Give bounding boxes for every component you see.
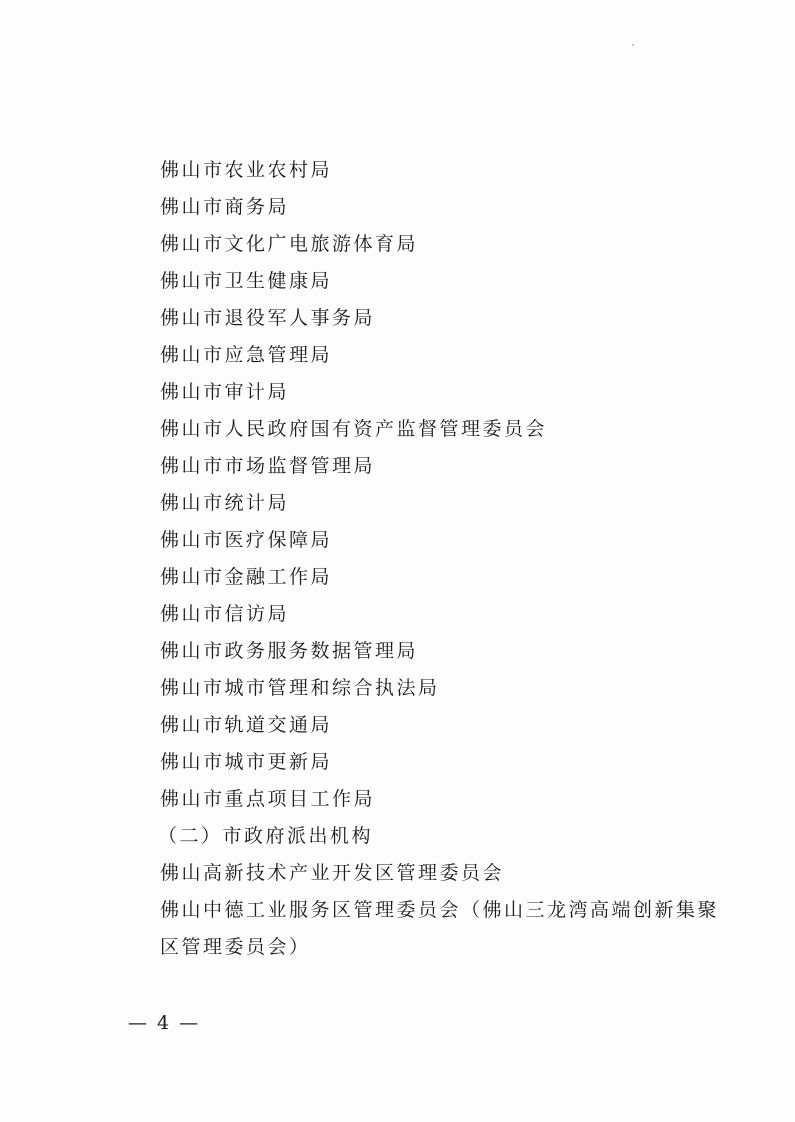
list-item: 佛山市金融工作局 [160,566,333,588]
list-item: 佛山市政务服务数据管理局 [160,640,419,662]
list-item: 佛山高新技术产业开发区管理委员会 [160,862,505,884]
list-item: 佛山市城市管理和综合执法局 [160,677,440,699]
list-item: 佛山市重点项目工作局 [160,788,376,810]
list-item: 佛山中德工业服务区管理委员会（佛山三龙湾高端创新集聚 [160,899,720,921]
list-item-continuation: 区管理委员会） [160,936,311,958]
list-item: 佛山市审计局 [160,381,290,403]
section-heading: （二）市政府派出机构 [158,825,374,847]
list-item: 佛山市卫生健康局 [160,270,333,292]
list-item: 佛山市应急管理局 [160,344,333,366]
list-item: 佛山市信访局 [160,603,290,625]
list-item: 佛山市人民政府国有资产监督管理委员会 [160,418,548,440]
agency-list [160,152,720,966]
list-item: 佛山市轨道交通局 [160,714,333,736]
list-item: 佛山市市场监督管理局 [160,455,376,477]
scan-speck [632,44,634,46]
list-item: 佛山市农业农村局 [160,159,333,181]
list-item: 佛山市城市更新局 [160,751,333,773]
list-item: 佛山市退役军人事务局 [160,307,376,329]
list-item: 佛山市文化广电旅游体育局 [160,233,419,255]
list-item: 佛山市商务局 [160,196,290,218]
list-item: 佛山市医疗保障局 [160,529,333,551]
list-item: 佛山市统计局 [160,492,290,514]
page-number: — 4 — [128,1012,201,1034]
